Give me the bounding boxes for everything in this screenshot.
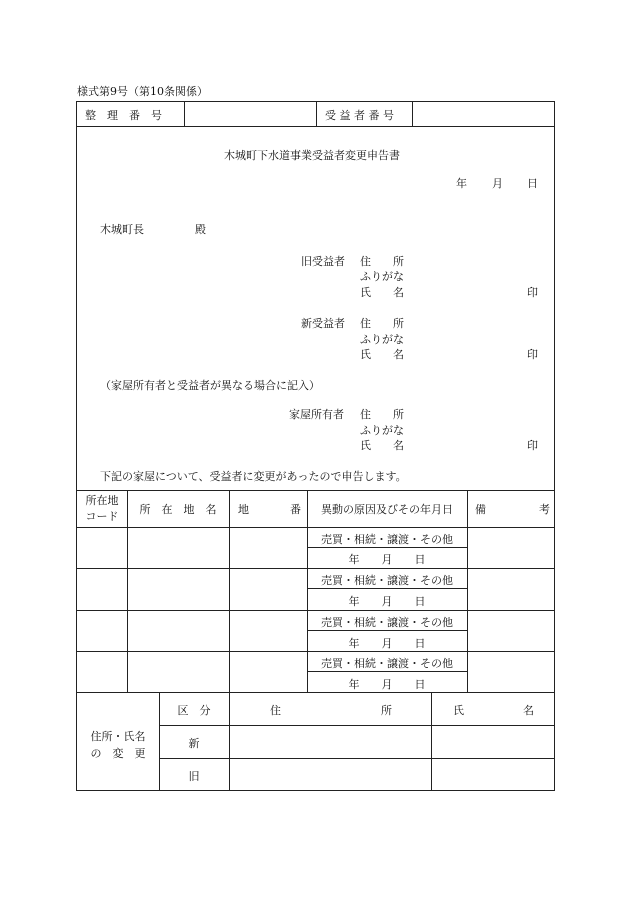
col-change-reason: 異動の原因及びその年月日 [321, 503, 453, 516]
row4-date: 年 月 日 [348, 678, 426, 691]
addressee-name: 木城町長 [100, 223, 144, 236]
old-beneficiary-seal: 印 [527, 286, 538, 299]
change-name-header-a: 氏 [453, 704, 464, 717]
owner-name-label: 氏 名 [360, 439, 404, 452]
change-kubun-header: 区 分 [177, 704, 211, 717]
row1-date: 年 月 日 [348, 553, 426, 566]
date-year-label: 年 [456, 177, 467, 190]
col-location-code [77, 493, 127, 525]
change-address-header-b: 所 [381, 704, 392, 717]
owner-seal: 印 [527, 439, 538, 452]
row4-reason: 売買・相続・譲渡・その他 [321, 657, 453, 670]
owner-address-label: 住 所 [360, 408, 404, 421]
old-beneficiary-address-label: 住 所 [360, 255, 404, 268]
form-title: 木城町下水道事業受益者変更申告書 [224, 149, 400, 162]
owner-note: （家屋所有者と受益者が異なる場合に記入） [100, 379, 320, 392]
addressee-honorific: 殿 [195, 223, 206, 236]
new-beneficiary-name-label: 氏 名 [360, 348, 404, 361]
new-beneficiary-label: 新受益者 [301, 317, 345, 330]
col-remarks-a: 備 [475, 503, 486, 516]
col-lot-number-a: 地 [238, 503, 249, 516]
old-beneficiary-furigana-label: ふりがな [360, 270, 404, 283]
col-lot-number-b: 番 [290, 503, 301, 516]
change-new-label: 新 [188, 737, 200, 750]
col-location-code-line1: 所在地 [85, 494, 119, 507]
new-beneficiary-address-label: 住 所 [360, 317, 404, 330]
new-beneficiary-seal: 印 [527, 348, 538, 361]
change-address-header-a: 住 [270, 704, 281, 717]
col-remarks-b: 考 [539, 503, 550, 516]
form-number: 様式第9号（第10条関係） [77, 85, 208, 98]
reference-number-field[interactable] [185, 102, 316, 126]
application-form [76, 101, 555, 791]
reference-number-label: 整 理 番 号 [85, 109, 162, 122]
change-section-label [77, 728, 159, 762]
row1-reason: 売買・相続・譲渡・その他 [321, 533, 453, 546]
row3-reason: 売買・相続・譲渡・その他 [321, 616, 453, 629]
owner-furigana-label: ふりがな [360, 424, 404, 437]
date-day-label: 日 [527, 177, 538, 190]
col-location-name: 所 在 地 名 [139, 503, 217, 516]
col-location-code-line2: コード [85, 510, 119, 523]
change-old-label: 旧 [188, 770, 200, 783]
row3-date: 年 月 日 [348, 637, 426, 650]
change-name-header-b: 名 [523, 704, 534, 717]
beneficiary-number-label: 受 益 者 番 号 [325, 109, 394, 122]
change-label-line2: の 変 更 [90, 747, 146, 760]
new-beneficiary-furigana-label: ふりがな [360, 333, 404, 346]
change-label-line1: 住所・氏名 [90, 730, 146, 743]
row2-reason: 売買・相続・譲渡・その他 [321, 574, 453, 587]
owner-label: 家屋所有者 [289, 408, 344, 421]
row2-date: 年 月 日 [348, 595, 426, 608]
declaration-text: 下記の家屋について、受益者に変更があったので申告します。 [100, 470, 407, 483]
date-month-label: 月 [492, 177, 503, 190]
beneficiary-number-field[interactable] [413, 102, 555, 126]
old-beneficiary-label: 旧受益者 [301, 255, 345, 268]
old-beneficiary-name-label: 氏 名 [360, 286, 404, 299]
